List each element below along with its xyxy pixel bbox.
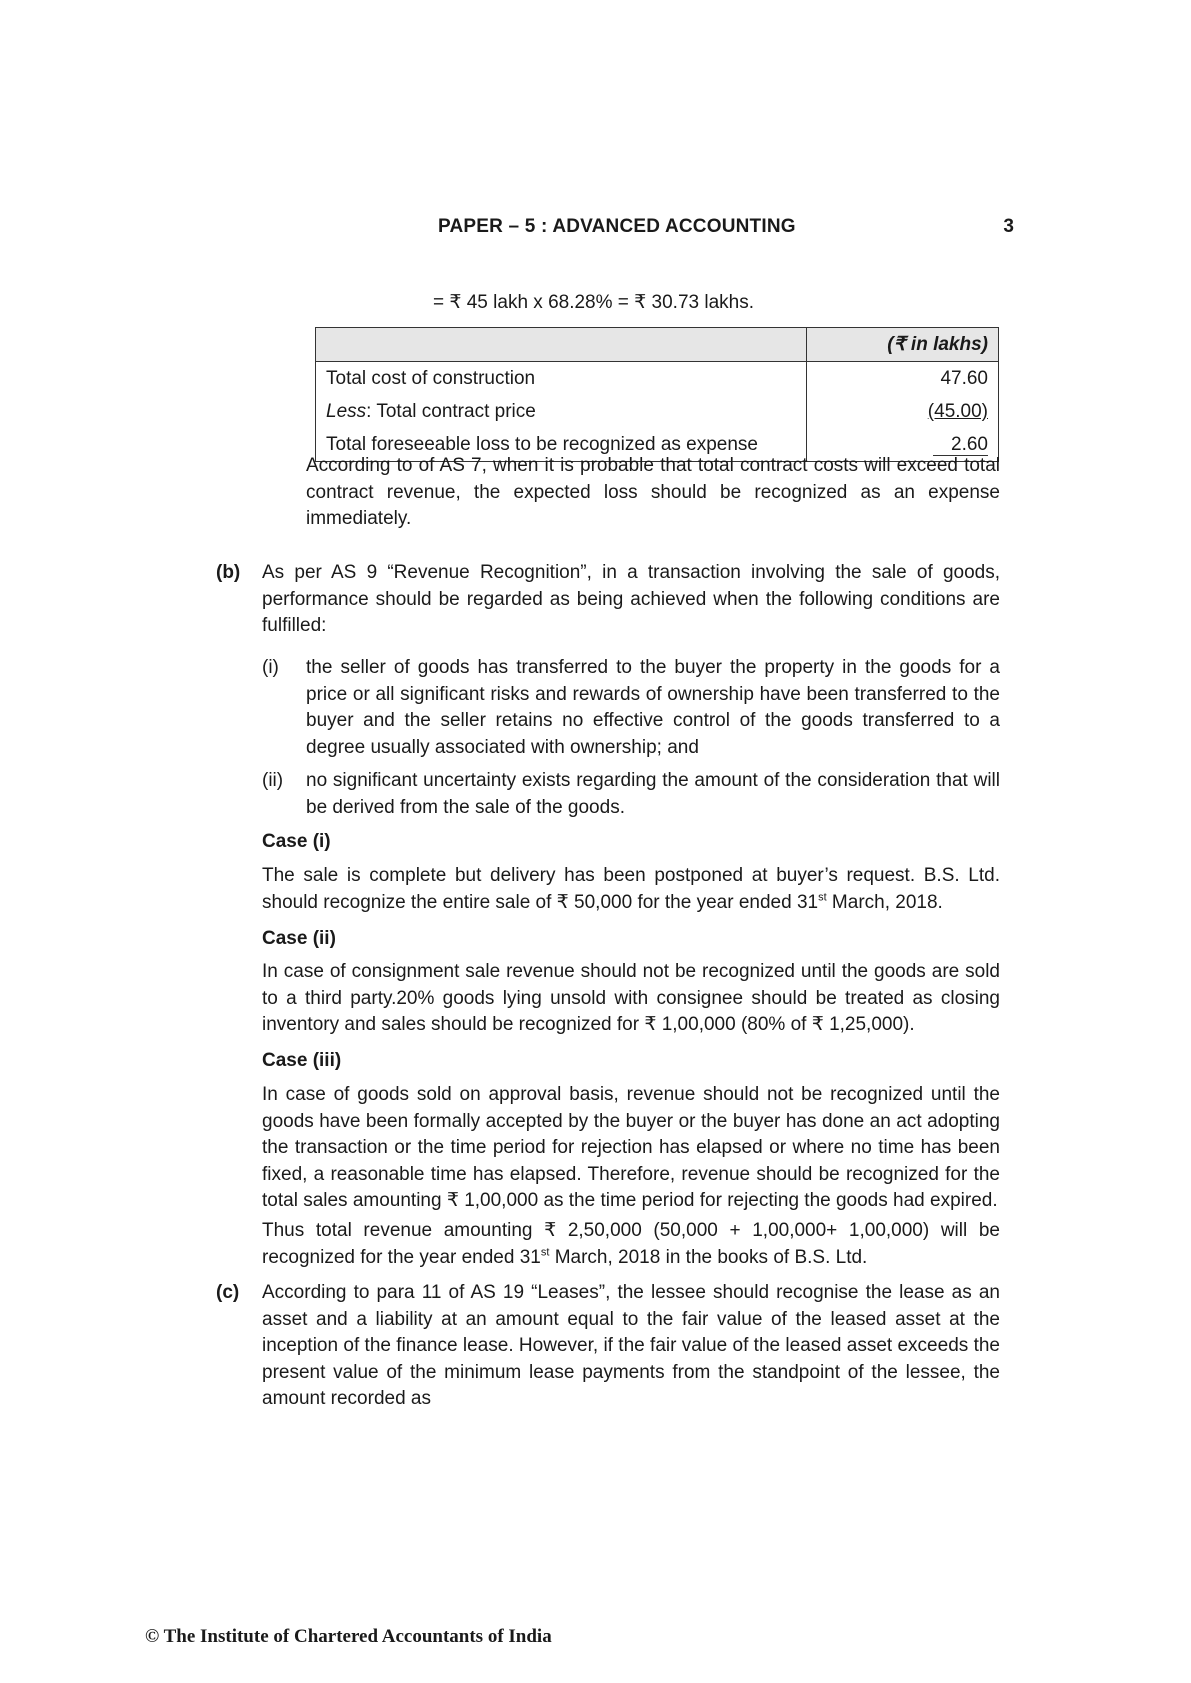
table-row — [316, 362, 999, 396]
row-value — [807, 395, 999, 428]
case-heading: Case (iii) — [262, 1050, 342, 1071]
section-b-intro: As per AS 9 “Revenue Recognition”, in a transaction involving the sale of goods, performance should be regarded as being achieved when the following conditions are fulfilled: — [262, 562, 1000, 636]
as7-note: According to of AS 7, when it is probable that total contract costs will exceed total contract revenue, the expected loss should be recognized as an expense immediately. — [306, 455, 1000, 529]
section-c-marker: (c) — [216, 1282, 240, 1303]
case-text: In case of consignment sale revenue should not be recognized until the goods are sold to a third party.20% goods lying unsold with consignee should be treated as closing inventory and sales should be recognized for ₹ 1,00,000 (80% of ₹ 1,25,000). — [262, 961, 1000, 1035]
page-header — [438, 216, 1014, 242]
condition-text: no significant uncertainty exists regarding the amount of the consideration that will be derived from the sale of the goods. — [306, 770, 1000, 818]
total-tail: March, 2018 in the books of B.S. Ltd. — [549, 1246, 868, 1268]
total-body: Thus total revenue amounting ₹ 2,50,000 (50,000 + 1,00,000+ 1,00,000) will be recognized for the year ended 31 — [262, 1220, 1000, 1268]
page-number: 3 — [1003, 216, 1014, 237]
table-row — [316, 395, 999, 428]
condition-marker: (i) — [262, 657, 279, 678]
section-c-text: According to para 11 of AS 19 “Leases”, the lessee should recognise the lease as an asset and a liability at an amount equal to the fair value of the leased asset at the inception of the finance lease. However, if the fair value of the leased asset exceeds the present value of the minimum lease payments from the standpoint of the lessee, the amount recorded as — [262, 1282, 1000, 1409]
row-value: 47.60 — [807, 362, 999, 396]
copyright-footer: © The Institute of Chartered Accountants of India — [145, 1626, 552, 1647]
condition-text: the seller of goods has transferred to the buyer the property in the goods for a price or all significant risks and rewards of ownership have been transferred to the buyer and the seller retains no effective control of the goods transferred to a degree usually associated with ownership; and — [306, 657, 1000, 758]
foreseeable-loss-table — [315, 327, 999, 462]
row-label: Total cost of construction — [316, 362, 807, 396]
less-prefix: Less — [326, 401, 367, 422]
ordinal-suffix: st — [540, 1246, 550, 1259]
table-header-row — [316, 328, 999, 362]
loss-total-value: 2.60 — [933, 435, 988, 456]
case-text: In case of goods sold on approval basis, revenue should not be recognized until the goods have been formally accepted by the buyer or the buyer has done an act adopting the transaction or the time period for rejection has elapsed or where no time has been fixed, a reasonable time has elapsed. Therefore, revenue should be recognized for the total sales amounting ₹ 1,00,000 as the time period for rejecting the goods had expired. — [262, 1084, 1000, 1211]
row-label — [316, 395, 807, 428]
case1-tail: March, 2018. — [826, 891, 943, 913]
ordinal-suffix: st — [818, 891, 827, 904]
case-heading: Case (ii) — [262, 928, 336, 949]
total-revenue-text — [262, 1218, 1000, 1271]
paper-title: PAPER – 5 : ADVANCED ACCOUNTING — [438, 216, 796, 237]
table-header-blank — [316, 328, 807, 362]
section-b-marker: (b) — [216, 562, 241, 583]
condition-marker: (ii) — [262, 770, 284, 791]
loss-formula: = ₹ 45 lakh x 68.28% = ₹ 30.73 lakhs. — [433, 292, 754, 313]
case-heading: Case (i) — [262, 831, 331, 852]
case-text — [262, 863, 1000, 916]
contract-price-value: (45.00) — [927, 401, 988, 422]
case1-body: The sale is complete but delivery has been postponed at buyer’s request. B.S. Ltd. should recognize the entire sale of ₹ 50,000 for the year ended 31 — [262, 865, 1000, 913]
less-label: : Total contract price — [366, 401, 536, 422]
row-label: Total foreseeable loss to be recognized as expense — [316, 428, 807, 462]
unit-label: (₹ in lakhs) — [807, 328, 999, 362]
